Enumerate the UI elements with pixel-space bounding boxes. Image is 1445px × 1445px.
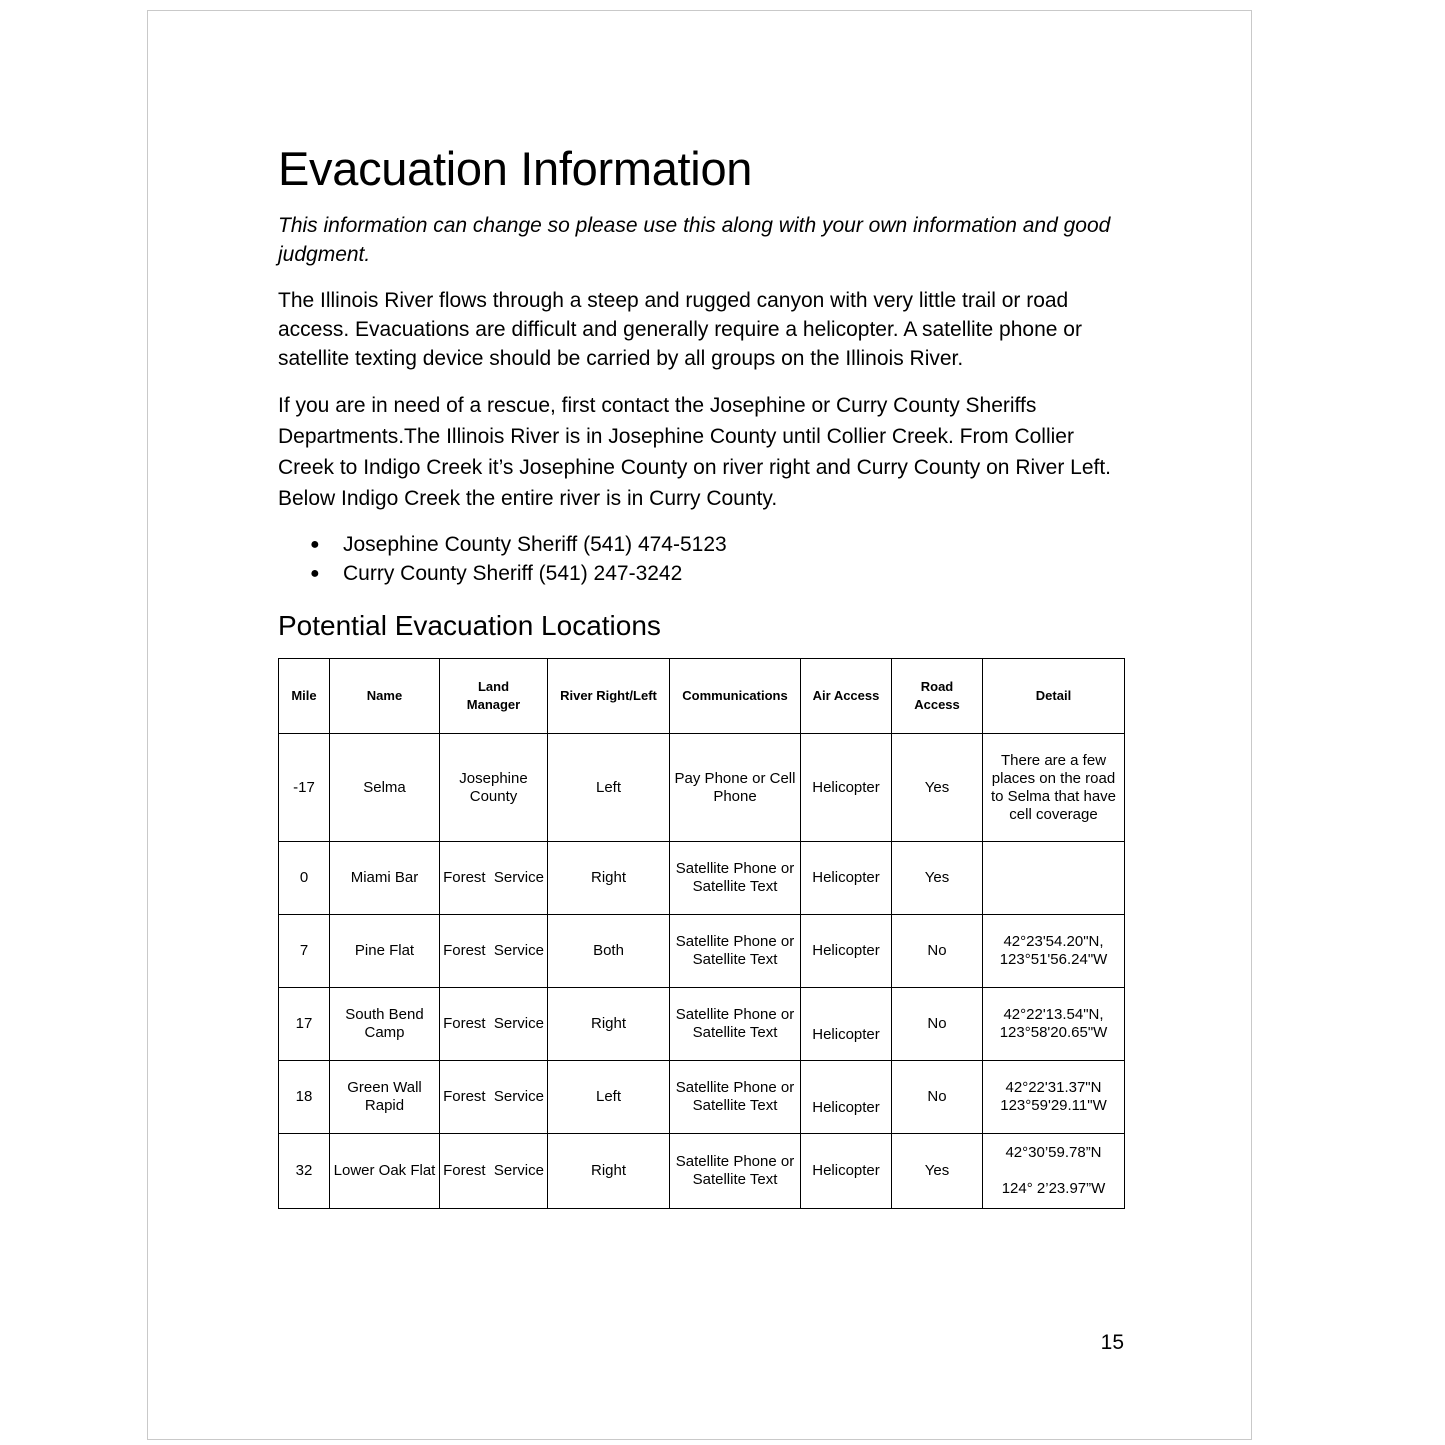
cell-land-manager: Forest Service (440, 1134, 548, 1209)
cell-mile: -17 (279, 734, 330, 842)
cell-communications: Satellite Phone or Satellite Text (670, 842, 801, 915)
cell-air-access: Helicopter (801, 734, 892, 842)
cell-detail: 42°30’59.78”N 124° 2’23.97”W (983, 1134, 1125, 1209)
table-row (279, 915, 1125, 988)
contact-item (310, 559, 1128, 588)
bullet-icon: ● (310, 536, 320, 553)
header-river-side: River Right/Left (548, 659, 670, 734)
cell-mile: 17 (279, 988, 330, 1061)
table-row (279, 1134, 1125, 1209)
header-mile: Mile (279, 659, 330, 734)
cell-river-side: Left (548, 734, 670, 842)
contact-text: Curry County Sheriff (541) 247-3242 (343, 562, 683, 585)
cell-river-side: Right (548, 1134, 670, 1209)
cell-name: South Bend Camp (330, 988, 440, 1061)
cell-mile: 18 (279, 1061, 330, 1134)
cell-detail: 42°22'31.37"N 123°59'29.11"W (983, 1061, 1125, 1134)
cell-communications: Satellite Phone or Satellite Text (670, 1061, 801, 1134)
cell-road-access: Yes (892, 734, 983, 842)
cell-communications: Satellite Phone or Satellite Text (670, 915, 801, 988)
cell-name: Miami Bar (330, 842, 440, 915)
rescue-paragraph: If you are in need of a rescue, first contact the Josephine or Curry County Sheriffs Departments.The Illinois River is in Josephine County until Collier Creek. From Collier Creek to Indigo Creek it’s Josephine County on river right and Curry County on River Left. Below Indigo Creek the entire river is in Curry County. (278, 394, 1112, 510)
header-communications: Communications (670, 659, 801, 734)
header-land-manager: Land Manager (440, 659, 548, 734)
cell-land-manager: Josephine County (440, 734, 548, 842)
page-number: 15 (1100, 1331, 1124, 1354)
table-header-row (279, 659, 1125, 734)
cell-air-access: Helicopter (801, 1061, 892, 1134)
cell-communications: Satellite Phone or Satellite Text (670, 1134, 801, 1209)
cell-road-access: Yes (892, 1134, 983, 1209)
cell-communications: Satellite Phone or Satellite Text (670, 988, 801, 1061)
cell-river-side: Right (548, 988, 670, 1061)
evacuation-locations-table (278, 658, 1125, 1209)
cell-communications: Pay Phone or Cell Phone (670, 734, 801, 842)
cell-detail: There are a few places on the road to Selma that have cell coverage (983, 734, 1125, 842)
cell-air-access: Helicopter (801, 988, 892, 1061)
page-content (278, 141, 1128, 1209)
cell-mile: 7 (279, 915, 330, 988)
table-row (279, 1061, 1125, 1134)
cell-road-access: Yes (892, 842, 983, 915)
disclaimer-text: This information can change so please use this along with your own information and good judgment. (278, 214, 1111, 266)
cell-road-access: No (892, 915, 983, 988)
table-row (279, 988, 1125, 1061)
cell-name: Pine Flat (330, 915, 440, 988)
header-road-access: Road Access (892, 659, 983, 734)
cell-name: Green Wall Rapid (330, 1061, 440, 1134)
cell-air-access: Helicopter (801, 842, 892, 915)
bullet-icon: ● (310, 565, 320, 582)
cell-air-access: Helicopter (801, 1134, 892, 1209)
cell-land-manager: Forest Service (440, 915, 548, 988)
cell-detail: 42°23'54.20"N, 123°51'56.24"W (983, 915, 1125, 988)
document-page (147, 10, 1252, 1440)
cell-mile: 0 (279, 842, 330, 915)
header-name: Name (330, 659, 440, 734)
cell-road-access: No (892, 988, 983, 1061)
page-title: Evacuation Information (278, 142, 753, 195)
intro-paragraph: The Illinois River flows through a steep and rugged canyon with very little trail or road access. Evacuations are difficult and generally require a helicopter. A satellite phone or satellite texting device should be carried by all groups on the Illinois River. (278, 289, 1082, 370)
cell-detail (983, 842, 1125, 915)
cell-river-side: Left (548, 1061, 670, 1134)
cell-land-manager: Forest Service (440, 1061, 548, 1134)
table-row (279, 842, 1125, 915)
header-air-access: Air Access (801, 659, 892, 734)
cell-road-access: No (892, 1061, 983, 1134)
cell-name: Lower Oak Flat (330, 1134, 440, 1209)
cell-land-manager: Forest Service (440, 842, 548, 915)
contact-item (310, 530, 1128, 559)
section-title: Potential Evacuation Locations (278, 610, 661, 641)
cell-river-side: Right (548, 842, 670, 915)
contact-text: Josephine County Sheriff (541) 474-5123 (343, 533, 727, 556)
table-row (279, 734, 1125, 842)
header-detail: Detail (983, 659, 1125, 734)
cell-land-manager: Forest Service (440, 988, 548, 1061)
cell-name: Selma (330, 734, 440, 842)
sheriff-contact-list (278, 530, 1128, 588)
cell-detail: 42°22'13.54"N, 123°58'20.65"W (983, 988, 1125, 1061)
cell-air-access: Helicopter (801, 915, 892, 988)
cell-river-side: Both (548, 915, 670, 988)
cell-mile: 32 (279, 1134, 330, 1209)
